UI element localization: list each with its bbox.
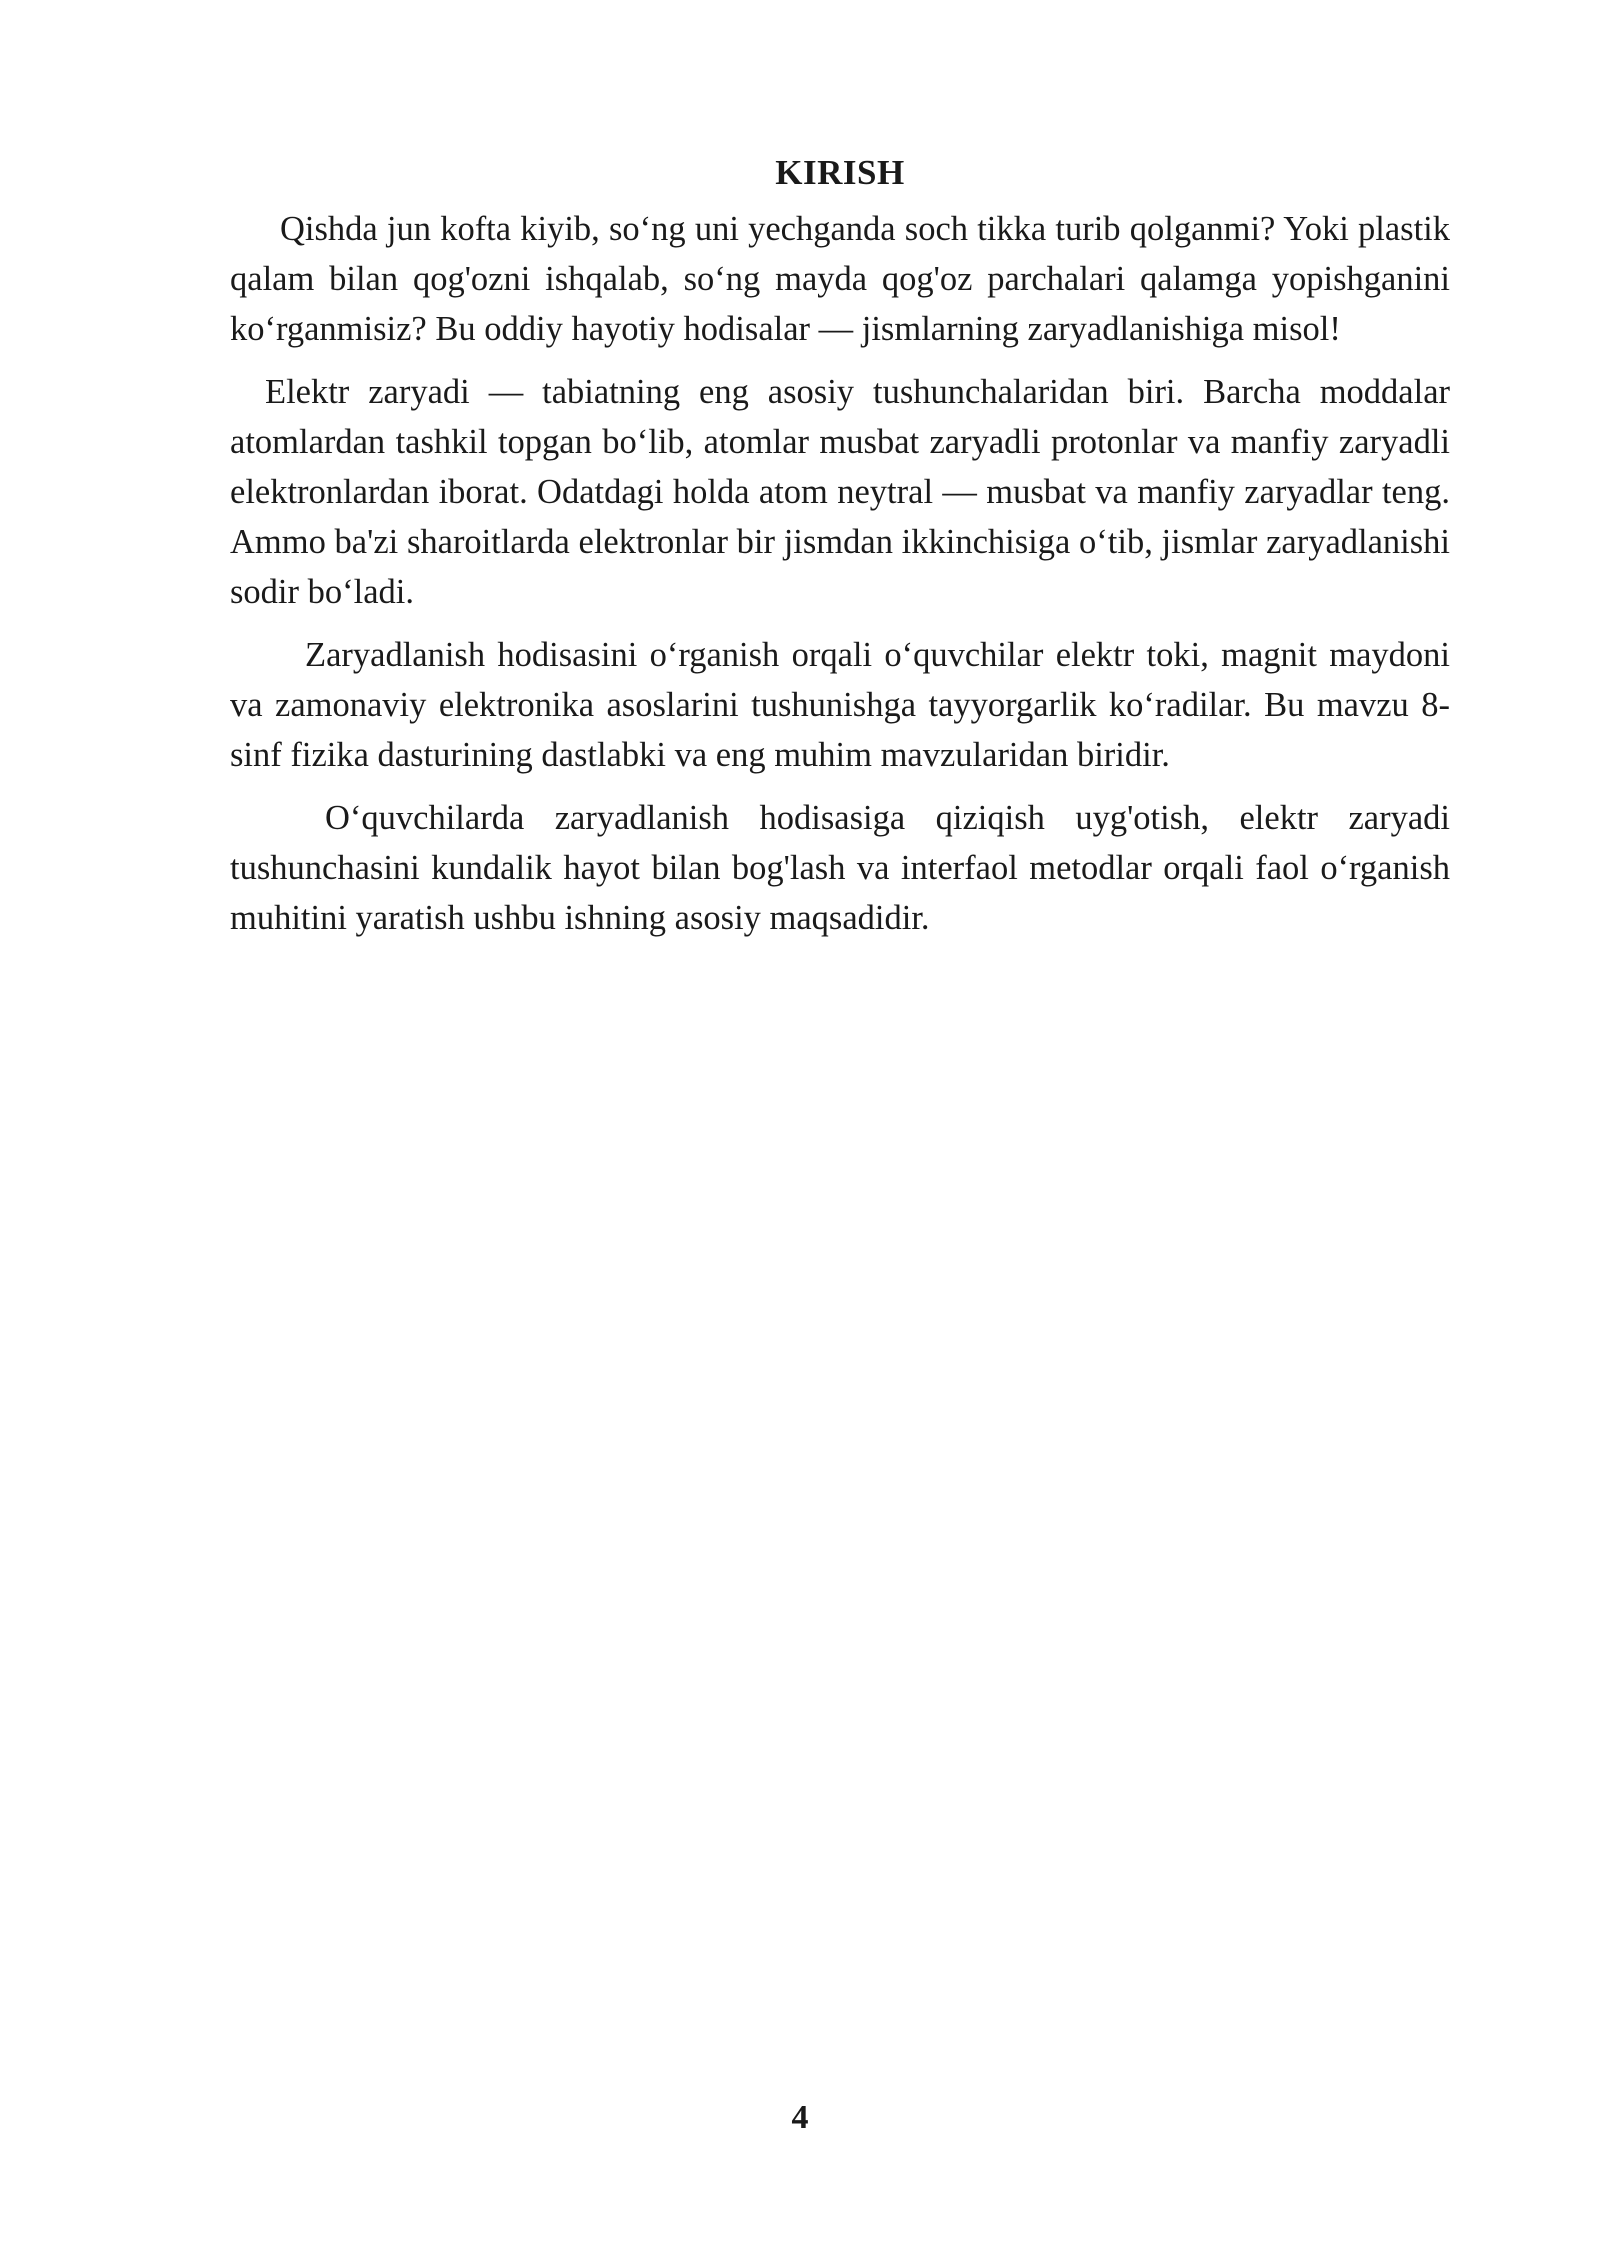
paragraph-1: Qishda jun kofta kiyib, so‘ng uni yechganda soch tikka turib qolganmi? Yoki plastik qalam bilan qog'ozni ishqalab, so‘ng mayda qog'oz parchalari qalamga yopishganini ko‘rganmisiz? Bu oddiy hayotiy hodisalar — jismlarning zaryadlanishiga misol! <box>230 210 1450 348</box>
page-number: 4 <box>791 2099 809 2136</box>
paragraph-3: Zaryadlanish hodisasini o‘rganish orqali o‘quvchilar elektr toki, magnit maydoni va zamonaviy elektronika asoslarini tushunishga tayyorgarlik ko‘radilar. Bu mavzu 8-sinf fizika dasturining dastlabki va eng muhim mavzularidan biridir. <box>230 636 1450 774</box>
paragraph-2: Elektr zaryadi — tabiatning eng asosiy tushunchalaridan biri. Barcha moddalar atomlardan tashkil topgan bo‘lib, atomlar musbat zaryadli protonlar va manfiy zaryadli elektronlardan iborat. Odatdagi holda atom neytral — musbat va manfiy zaryadlar teng. Ammo ba'zi sharoitlarda elektronlar bir jismdan ikkinchisiga o‘tib, jismlar zaryadlanishi sodir bo‘ladi. <box>230 373 1450 611</box>
document-body <box>230 148 1450 956</box>
section-title: KIRISH <box>775 153 905 192</box>
paragraph-4: O‘quvchilarda zaryadlanish hodisasiga qiziqish uyg'otish, elektr zaryadi tushunchasini kundalik hayot bilan bog'lash va interfaol metodlar orqali faol o‘rganish muhitini yaratish ushbu ishning asosiy maqsadidir. <box>230 799 1450 937</box>
